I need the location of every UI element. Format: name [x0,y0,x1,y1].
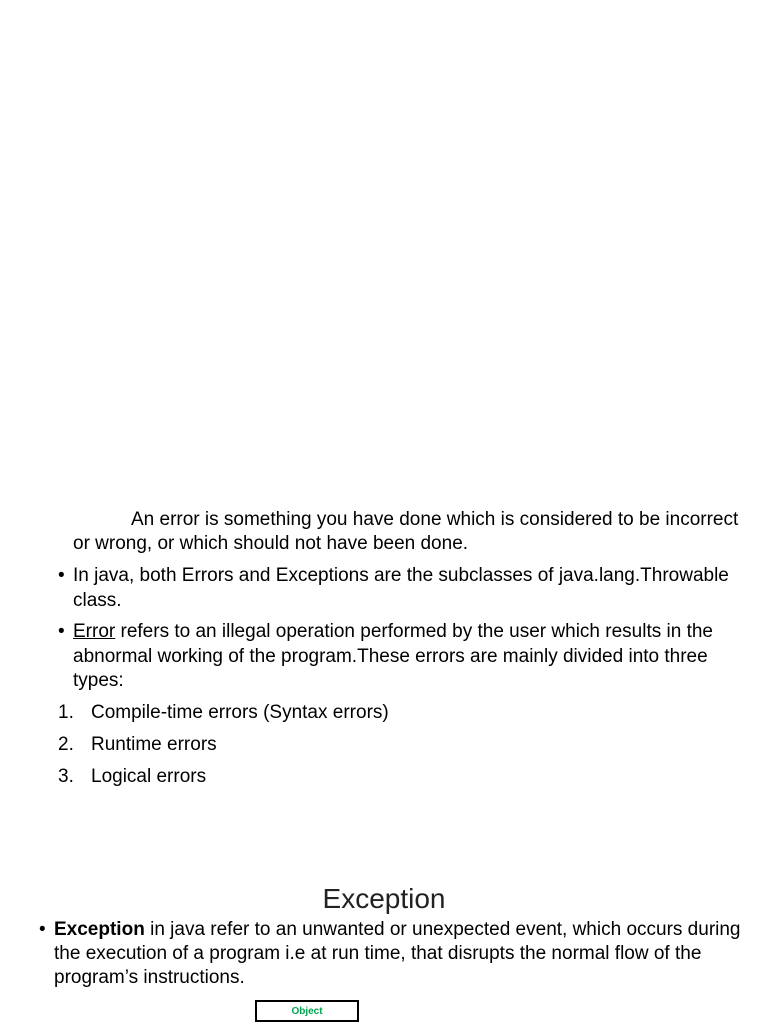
list-item-logical [58,765,658,789]
list-label: Runtime errors [91,734,217,755]
list-number: 3. [58,766,74,787]
error-term-underlined: Error [73,621,116,642]
bullet-marker: • [58,565,65,586]
list-number: 1. [58,702,74,723]
list-item-runtime [58,733,658,757]
list-item-compile-time [58,701,658,725]
bullet-text: in java refer to an unwanted or unexpected event, which occurs during the execution of a program i.e at run time, that disrupts the normal flow of the program’s instructions. [54,919,741,988]
intro-paragraph: An error is something you have done which is considered to be incorrect or wrong, or which should not have been done. [73,509,739,554]
exception-term-bold: Exception [54,919,145,940]
list-number: 2. [58,734,74,755]
list-label: Compile-time errors (Syntax errors) [91,702,389,723]
exception-heading: Exception [322,883,446,914]
bullet-marker: • [39,919,46,940]
list-label: Logical errors [91,766,207,787]
bullet-text: refers to an illegal operation performed by the user which results in the abnormal working of the program.These errors are mainly divided into three types: [73,621,713,691]
bullet-throwable [58,564,733,613]
bullet-exception-definition [39,918,744,990]
bullet-marker: • [58,621,65,642]
object-class-node: Object [255,1000,359,1022]
bullet-text: In java, both Errors and Exceptions are the subclasses of java.lang.Throwable class. [73,565,729,611]
bullet-error-definition [58,620,733,694]
